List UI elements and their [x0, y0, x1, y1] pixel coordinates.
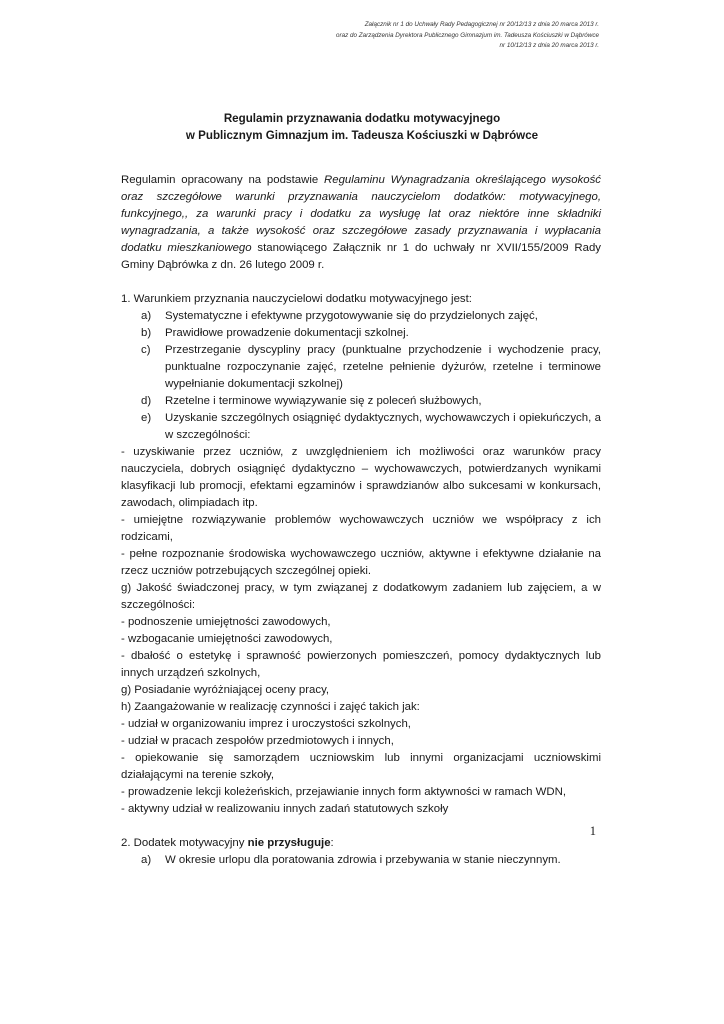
list-item	[121, 342, 601, 393]
section-2-heading-emphasis: nie przysługuje	[247, 837, 331, 849]
document-title	[0, 110, 724, 144]
list-item	[121, 410, 601, 444]
list-marker: e)	[141, 412, 152, 424]
dash-item: - uzyskiwanie przez uczniów, z uwzględnieniem ich możliwości oraz warunków pracy nauczyciela, dobrych osiągnięć dydaktyczno – wychowawczych, potwierdzanych wynikami klasyfikacji lub promocji, efektami egzaminów i sprawdzianów albo sukcesami w konkursach, zawodach, olimpiadach itp.	[121, 446, 601, 509]
list-item-text: W okresie urlopu dla poratowania zdrowia i przebywania w stanie nieczynnym.	[165, 854, 561, 866]
list-item	[121, 852, 601, 869]
list-marker: a)	[141, 854, 152, 866]
intro-paragraph	[121, 172, 601, 274]
title-line: Regulamin przyznawania dodatku motywacyjnego	[223, 112, 501, 125]
list-item-text: Przestrzeganie dyscypliny pracy (punktualne przychodzenie i wychodzenie pracy, punktualne rozpoczynanie zajęć, rzetelne pełnienie dyżurów, rzetelne i terminowe wypełnianie dokumentacji szkolnej)	[165, 344, 601, 390]
list-marker: b)	[141, 327, 152, 339]
dash-item: - umiejętne rozwiązywanie problemów wychowawczych uczniów we współpracy z ich rodzicami,	[121, 514, 601, 543]
section-2-list	[121, 852, 601, 869]
quality-heading: g) Jakość świadczonej pracy, w tym związanej z dodatkowym zadaniem lub zajęciem, a w szczególności:	[121, 582, 601, 611]
list-marker: c)	[141, 344, 151, 356]
list-item-text: Rzetelne i terminowe wywiązywanie się z poleceń służbowych,	[165, 395, 482, 407]
engagement-heading: h) Zaangażowanie w realizację czynności i zajęć takich jak:	[121, 701, 420, 713]
section-2-heading-text: 2. Dodatek motywacyjny	[121, 837, 248, 849]
section-2-heading	[121, 835, 601, 852]
dash-item: - dbałość o estetykę i sprawność powierzonych pomieszczeń, pomocy dydaktycznych lub innych urządzeń szkolnych,	[121, 650, 601, 679]
list-item	[121, 325, 601, 342]
attachment-note	[336, 20, 599, 52]
dash-item: - wzbogacanie umiejętności zawodowych,	[121, 633, 333, 645]
attachment-note-line: oraz do Zarządzenia Dyrektora Publicznego Gimnazjum im. Tadeusza Kościuszki w Dąbrówce	[336, 31, 599, 39]
document-body	[121, 172, 601, 869]
list-item-text: Uzyskanie szczególnych osiągnięć dydaktycznych, wychowawczych i opiekuńczych, a w szczególności:	[165, 412, 601, 441]
evaluation-heading: g) Posiadanie wyróżniającej oceny pracy,	[121, 684, 330, 696]
section-2-heading-colon: :	[330, 837, 334, 849]
attachment-note-line: Załącznik nr 1 do Uchwały Rady Pedagogicznej nr 20/12/13 z dnia 20 marca 2013 r.	[364, 21, 599, 28]
dash-item: - podnoszenie umiejętności zawodowych,	[121, 616, 331, 628]
list-marker: a)	[141, 310, 152, 322]
intro-text: Regulamin opracowany na podstawie	[121, 174, 325, 186]
dash-item: - prowadzenie lekcji koleżeńskich, przejawianie innych form aktywności w ramach WDN,	[121, 786, 567, 798]
page-number: 1	[589, 824, 596, 838]
list-item-text: Prawidłowe prowadzenie dokumentacji szkolnej.	[165, 327, 409, 339]
section-1-heading: 1. Warunkiem przyznania nauczycielowi dodatku motywacyjnego jest:	[121, 293, 472, 305]
list-item	[121, 308, 601, 325]
section-1-list	[121, 308, 601, 444]
list-item	[121, 393, 601, 410]
intro-italic-reference: Regulaminu Wynagradzania określającego wysokość oraz szczegółowe warunki przyznawania nauczycielom dodatków: motywacyjnego, funkcyjnego,, za warunki pracy i dodatku za wysługę lat oraz niektóre inne składniki wynagradzania, a także wysokość oraz szczegółowe zasady przyznawania i wypłacania dodatku mieszkaniowego	[121, 174, 601, 254]
title-line: w Publicznym Gimnazjum im. Tadeusza Kościuszki w Dąbrówce	[185, 129, 539, 142]
list-item-text: Systematyczne i efektywne przygotowywanie się do przydzielonych zajęć,	[165, 310, 538, 322]
dash-item: - pełne rozpoznanie środowiska wychowawczego uczniów, aktywne i efektywne działanie na rzecz uczniów potrzebujących szczególnej opieki.	[121, 548, 601, 577]
dash-item: - aktywny udział w realizowaniu innych zadań statutowych szkoły	[121, 803, 449, 815]
dash-item: - udział w pracach zespołów przedmiotowych i innych,	[121, 735, 394, 747]
attachment-note-line: nr 10/12/13 z dnia 20 marca 2013 r.	[499, 42, 599, 49]
dash-item: - udział w organizowaniu imprez i uroczystości szkolnych,	[121, 718, 411, 730]
list-marker: d)	[141, 395, 152, 407]
intro-text: stanowiącego Załącznik nr 1 do uchwały nr XVII/155/2009 Rady Gminy Dąbrówka z dn. 26 lutego 2009 r.	[121, 242, 602, 271]
dash-item: - opiekowanie się samorządem uczniowskim lub innymi organizacjami uczniowskimi działającymi na terenie szkoły,	[121, 752, 601, 781]
